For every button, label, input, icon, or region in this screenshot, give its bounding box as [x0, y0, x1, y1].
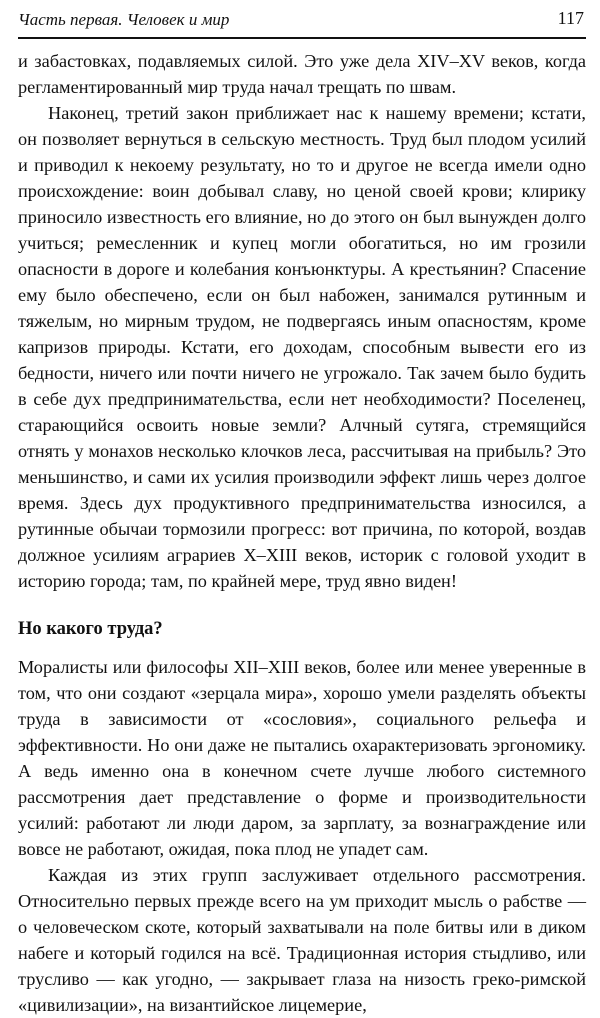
section-heading: Но какого труда? — [18, 619, 163, 639]
running-title: Часть первая. Человек и мир — [18, 10, 230, 29]
body-text — [18, 48, 586, 1018]
paragraph-third-law: Наконец, третий закон приближает нас к нашему времени; кстати, он позволяет вернуться в сельскую местность. Труд был плодом усилий и приводил к некоему результату, но то и другое не всегда имели одно происхождение: воин добывал славу, но ценой своей крови; клирику приносило известность его влияние, но до этого он был вынужден долго учиться; ремесленник и купец могли обогатиться, но им грозили опасности в дороге и колебания конъюнктуры. А крестьянин? Спасение ему было обеспечено, если он был набожен, занимался рутинным и тяжелым, но мирным трудом, не подвергаясь иным опасностям, кроме капризов природы. Кстати, его доходам, способным вывести его из бедности, ничего или почти ничего не угрожало. Так зачем было будить в себе дух предпринимательства, если нет необходимости? Поселенец, старающийся освоить новые земли? Алчный сутяга, стремящийся отнять у монахов несколько клочков леса, рассчитывая на прибыль? Это меньшинство, и сами их усилия производили эффект лишь через долгое время. Здесь дух продуктивного предпринимательства износился, а рутинные обычаи тормозили прогресс: вот причина, по которой, воздав должное усилиям аграриев X–XIII веков, историк с головой уходит в историю города; там, по крайней мере, труд явно виден! — [18, 103, 586, 591]
page-number: 117 — [557, 8, 584, 28]
header-rule — [18, 37, 586, 39]
paragraph-moralists: Моралисты или философы XII–XIII веков, более или менее уверенные в том, что они создают «зерцала мира», хорошо умели разделять объекты труда в зависимости от «сословия», социального рельефа и эффективности. Но они даже не пытались охарактеризовать эргономику. А ведь именно она в конечном счете лучше любого системного рассмотрения дает представление о форме и производительности усилий: работают ли люди даром, за зарплату, за вознаграждение или вовсе не работают, ожидая, пока плод не упадет сам. — [18, 657, 586, 859]
running-head — [18, 4, 586, 34]
paragraph-groups: Каждая из этих групп заслуживает отдельного рассмотрения. Относительно первых прежде всего на ум приходит мысль о рабстве — о человеческом скоте, который захватывали на поле битвы или в диком набеге и который годился на всё. Традиционная история стыдливо, или трусливо — как угодно, — закрывает глаза на низость греко-римской «цивилизации», на византийское лицемерие, — [18, 865, 586, 1015]
paragraph-continued: и забастовках, подавляемых силой. Это уже дела XIV–XV веков, когда регламентированный мир труда начал трещать по швам. — [18, 51, 586, 97]
